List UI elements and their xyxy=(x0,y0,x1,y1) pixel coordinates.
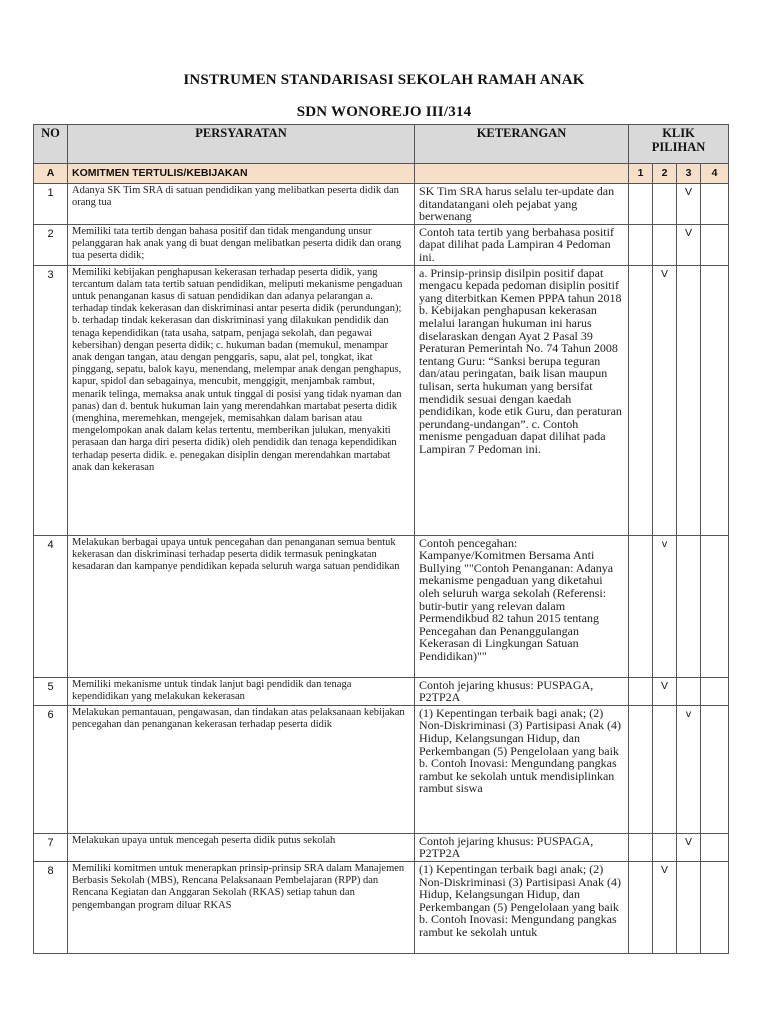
check-cell[interactable] xyxy=(653,184,677,225)
check-cell[interactable] xyxy=(629,833,653,861)
check-cell[interactable]: v xyxy=(653,535,677,677)
row-persyaratan: Melakukan berbagai upaya untuk pencegahan dan penanganan semua bentuk kekerasan dan diskriminasi terhadap peserta didik termasuk peningkatan kesadaran dan kampanye pendidikan kepada seluruh warga satuan pendidikan xyxy=(68,535,415,677)
section-code: A xyxy=(34,164,68,184)
table-row xyxy=(34,705,729,833)
section-title: KOMITMEN TERTULIS/KEBIJAKAN xyxy=(68,164,415,184)
table-row xyxy=(34,861,729,953)
table-row xyxy=(34,535,729,677)
row-keterangan: Contoh jejaring khusus: PUSPAGA, P2TP2A xyxy=(415,677,629,705)
requirements-table xyxy=(33,124,729,954)
header-klik-pilihan xyxy=(629,125,729,164)
check-cell[interactable] xyxy=(677,677,701,705)
row-number: 1 xyxy=(34,184,68,225)
check-cell[interactable] xyxy=(629,535,653,677)
table-row xyxy=(34,677,729,705)
check-cell[interactable] xyxy=(677,265,701,535)
row-number: 7 xyxy=(34,833,68,861)
row-persyaratan: Memiliki mekanisme untuk tindak lanjut bagi pendidik dan tenaga kependidikan yang melakukan kekerasan xyxy=(68,677,415,705)
check-cell[interactable] xyxy=(701,224,729,265)
row-keterangan: SK Tim SRA harus selalu ter-update dan ditandatangani oleh pejabat yang berwenang xyxy=(415,184,629,225)
check-cell[interactable] xyxy=(701,265,729,535)
row-keterangan: Contoh tata tertib yang berbahasa positif dapat dilihat pada Lampiran 4 Pedoman ini. xyxy=(415,224,629,265)
table-row xyxy=(34,224,729,265)
check-cell[interactable] xyxy=(677,861,701,953)
table-header-row xyxy=(34,125,729,164)
check-cell[interactable] xyxy=(653,224,677,265)
check-cell[interactable] xyxy=(701,535,729,677)
row-persyaratan: Memiliki komitmen untuk menerapkan prinsip-prinsip SRA dalam Manajemen Berbasis Sekolah (MBS), Rencana Pelaksanaan Pembelajaran (RPP) dan Rencana Kegiatan dan Anggaran Sekolah (RKAS) setiap tahun dan pengembangan program diluar RKAS xyxy=(68,861,415,953)
check-cell[interactable] xyxy=(629,861,653,953)
row-number: 2 xyxy=(34,224,68,265)
document-title: INSTRUMEN STANDARISASI SEKOLAH RAMAH ANAK xyxy=(183,72,585,88)
check-cell[interactable]: V xyxy=(653,265,677,535)
check-cell[interactable]: V xyxy=(653,861,677,953)
check-cell[interactable]: V xyxy=(653,677,677,705)
row-persyaratan: Melakukan upaya untuk mencegah peserta didik putus sekolah xyxy=(68,833,415,861)
check-cell[interactable] xyxy=(677,535,701,677)
check-cell[interactable] xyxy=(629,265,653,535)
row-number: 5 xyxy=(34,677,68,705)
check-cell[interactable] xyxy=(701,705,729,833)
header-persyaratan: PERSYARATAN xyxy=(68,125,415,164)
choice-3[interactable]: 3 xyxy=(677,164,701,184)
row-persyaratan: Memiliki tata tertib dengan bahasa positif dan tidak mengandung unsur pelanggaran hak anak yang di buat dengan melibatkan peserta didik dan orang tua peserta didik; xyxy=(68,224,415,265)
check-cell[interactable]: V xyxy=(677,184,701,225)
section-row xyxy=(34,164,729,184)
row-keterangan: (1) Kepentingan terbaik bagi anak; (2) Non-Diskriminasi (3) Partisipasi Anak (4) Hidup, Kelangsungan Hidup, dan Perkembangan (5) Pengelolaan yang baik b. Contoh Inovasi: Mengundang pangkas rambut ke sekolah untuk xyxy=(415,861,629,953)
section-keterangan xyxy=(415,164,629,184)
check-cell[interactable] xyxy=(629,224,653,265)
row-keterangan: Contoh jejaring khusus: PUSPAGA, P2TP2A xyxy=(415,833,629,861)
row-number: 3 xyxy=(34,265,68,535)
choice-4[interactable]: 4 xyxy=(701,164,729,184)
row-number: 8 xyxy=(34,861,68,953)
row-keterangan: (1) Kepentingan terbaik bagi anak; (2) Non-Diskriminasi (3) Partisipasi Anak (4) Hidup, Kelangsungan Hidup, dan Perkembangan (5) Pengelolaan yang baik b. Contoh Inovasi: Mengundang pangkas rambut ke sekolah untuk mendisiplinkan rambut siswa xyxy=(415,705,629,833)
check-cell[interactable] xyxy=(629,184,653,225)
check-cell[interactable]: v xyxy=(677,705,701,833)
row-number: 4 xyxy=(34,535,68,677)
header-no: NO xyxy=(34,125,68,164)
check-cell[interactable] xyxy=(653,833,677,861)
check-cell[interactable]: V xyxy=(677,224,701,265)
header-klik: KLIK xyxy=(662,126,695,140)
table-row xyxy=(34,265,729,535)
choice-2[interactable]: 2 xyxy=(653,164,677,184)
header-keterangan: KETERANGAN xyxy=(415,125,629,164)
row-keterangan: a. Prinsip-prinsip disilpin positif dapat mengacu kepada pedoman disiplin positif yang diterbitkan Kemen PPPA tahun 2018 b. Kebijakan penghapusan kekerasan melalui larangan hukuman ini harus diselaraskan dengan Ayat 2 Pasal 39 Peraturan Pemerintah No. 74 Tahun 2008 tentang Guru: “Sanksi berupa teguran dan/atau peringatan, baik lisan maupun tulisan, serta hukuman yang bersifat mendidik sesuai dengan kaedah pendidikan, kode etik Guru, dan peraturan perundang-undangan”. c. Contoh menisme pengaduan dapat dilihat pada Lampiran 7 Pedoman ini. xyxy=(415,265,629,535)
row-persyaratan: Melakukan pemantauan, pengawasan, dan tindakan atas pelaksanaan kebijakan pencegahan dan penanganan kekerasan terhadap peserta didik xyxy=(68,705,415,833)
row-number: 6 xyxy=(34,705,68,833)
check-cell[interactable] xyxy=(701,184,729,225)
check-cell[interactable] xyxy=(701,677,729,705)
row-keterangan: Contoh pencegahan: Kampanye/Komitmen Bersama Anti Bullying ""Contoh Penanganan: Adanya mekanisme pengaduan yang diketahui oleh seluruh warga sekolah (Referensi: butir-butir yang relevan dalam Permendikbud 82 tahun 2015 tentang Pencegahan dan Penanggulangan Kekerasan di Lingkungan Satuan Pendidikan)"" xyxy=(415,535,629,677)
table-row xyxy=(34,184,729,225)
check-cell[interactable] xyxy=(629,677,653,705)
row-persyaratan: Memiliki kebijakan penghapusan kekerasan terhadap peserta didik, yang tercantum dalam tata tertib satuan pendidikan, meliputi mekanisme pengaduan untuk penanganan kasus di satuan pendidikan dan adanya pelarangan a. terhadap tindak kekerasan dan diskriminasi antar peserta didik (perundungan); b. terhadap tindak kekerasan dan diskriminasi yang dilakukan pendidik dan tenaga kependidikan (tata usaha, satpam, penjaga sekolah, dan pegawai kebersihan) dengan peserta didik; c. hukuman badan (memukul, menampar anak dengan tangan, atau dengan penggaris, sapu, alat pel, tongkat, ikat pinggang, sepatu, balok kayu, menendang, melempar anak dengan penghapus, kapur, spidol dan sebagainya, mencubit, menggigit, menjambak rambut, menarik telinga, memaksa anak untuk tinggal di posisi yang tidak nyaman dan panas) dan d. bentuk hukuman lain yang merendahkan martabat peserta didik (menghina, meremehkan, mengejek, memisahkan dalam barisan atau mengelompokan anak dalam kelas tertentu, memberikan julukan, menyakiti perasaan dan harga diri peserta didik) oleh pendidik dan tenaga kependidikan terhadap peserta didik. e. penegakan disiplin dengan merendahkan martabat anak dan kekerasan xyxy=(68,265,415,535)
check-cell[interactable] xyxy=(701,833,729,861)
row-persyaratan: Adanya SK Tim SRA di satuan pendidikan yang melibatkan peserta didik dan orang tua xyxy=(68,184,415,225)
check-cell[interactable] xyxy=(653,705,677,833)
check-cell[interactable] xyxy=(701,861,729,953)
choice-1[interactable]: 1 xyxy=(629,164,653,184)
check-cell[interactable]: V xyxy=(677,833,701,861)
header-pilihan: PILIHAN xyxy=(651,140,706,154)
table-row xyxy=(34,833,729,861)
check-cell[interactable] xyxy=(629,705,653,833)
school-name: SDN WONOREJO III/314 xyxy=(296,104,472,120)
